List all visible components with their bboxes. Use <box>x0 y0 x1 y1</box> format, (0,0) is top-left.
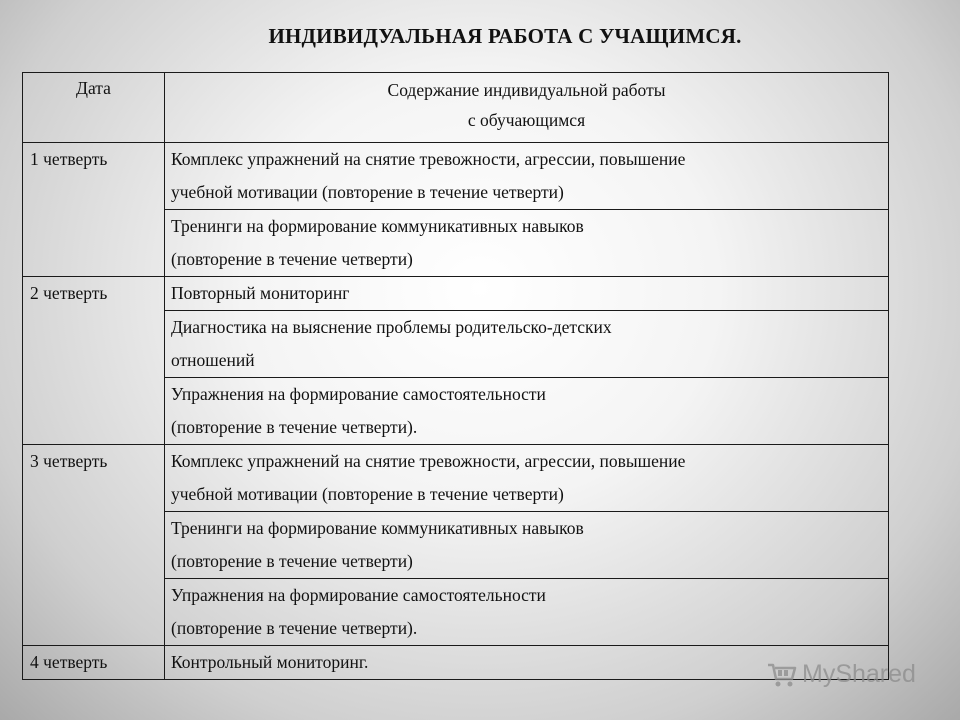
content-line: (повторение в течение четверти). <box>171 417 418 437</box>
header-content <box>165 73 889 143</box>
table-row <box>23 277 889 311</box>
table-row <box>23 646 889 680</box>
content-line: отношений <box>171 350 255 370</box>
table-row <box>23 143 889 210</box>
content-line: Комплекс упражнений на снятие тревожности, агрессии, повышение <box>171 149 686 169</box>
content-cell <box>165 579 889 646</box>
content-line: Тренинги на формирование коммуникативных навыков <box>171 216 584 236</box>
content-cell <box>165 143 889 210</box>
content-line: (повторение в течение четверти) <box>171 551 413 571</box>
quarter-cell: 4 четверть <box>23 646 165 680</box>
watermark <box>766 658 936 690</box>
page-title: ИНДИВИДУАЛЬНАЯ РАБОТА С УЧАЩИМСЯ. <box>268 24 742 48</box>
content-cell <box>165 210 889 277</box>
table-row <box>23 445 889 512</box>
quarter-cell: 3 четверть <box>23 445 165 646</box>
content-line: Повторный мониторинг <box>171 283 350 303</box>
cart-logo-icon <box>766 659 798 689</box>
content-line: учебной мотивации (повторение в течение четверти) <box>171 182 564 202</box>
watermark-text: MyShared <box>802 659 916 688</box>
header-content-line-1: Содержание индивидуальной работы <box>387 80 666 100</box>
quarter-cell: 1 четверть <box>23 143 165 277</box>
content-line: Контрольный мониторинг. <box>171 652 369 672</box>
content-line: Упражнения на формирование самостоятельности <box>171 384 546 404</box>
content-line: Комплекс упражнений на снятие тревожности, агрессии, повышение <box>171 451 686 471</box>
header-content-line-2: с обучающимся <box>467 110 586 130</box>
content-cell <box>165 277 889 311</box>
table-header-row <box>23 73 889 143</box>
content-cell <box>165 512 889 579</box>
header-date: Дата <box>23 73 165 143</box>
individual-work-table <box>22 72 889 680</box>
content-line: Диагностика на выяснение проблемы родительско-детских <box>171 317 612 337</box>
content-line: Тренинги на формирование коммуникативных навыков <box>171 518 584 538</box>
content-line: (повторение в течение четверти) <box>171 249 413 269</box>
content-cell <box>165 378 889 445</box>
content-line: Упражнения на формирование самостоятельности <box>171 585 546 605</box>
content-cell <box>165 311 889 378</box>
content-cell <box>165 445 889 512</box>
quarter-cell: 2 четверть <box>23 277 165 445</box>
content-line: (повторение в течение четверти). <box>171 618 418 638</box>
content-line: учебной мотивации (повторение в течение четверти) <box>171 484 564 504</box>
